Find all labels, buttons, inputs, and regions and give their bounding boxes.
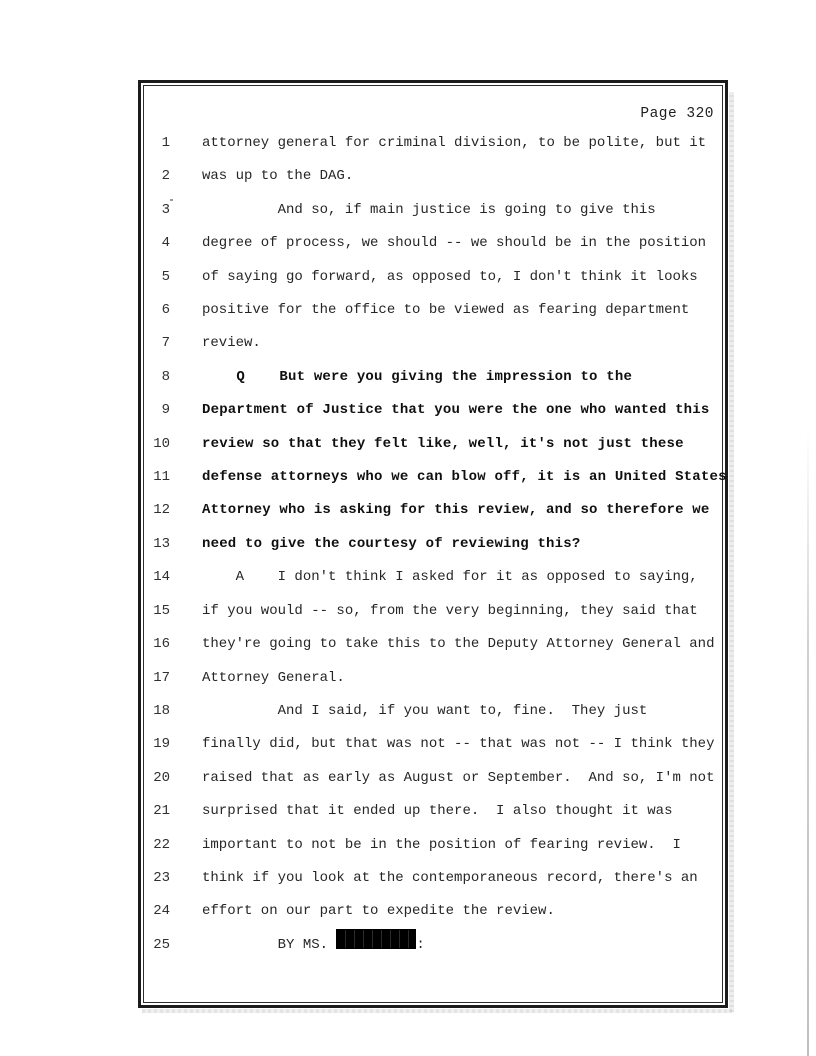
line-text: raised that as early as August or September. And so, I'm not <box>202 769 715 786</box>
scan-speck <box>170 199 173 201</box>
transcript-lines <box>146 127 727 962</box>
line-text: was up to the DAG. <box>202 168 354 185</box>
transcript-line <box>146 762 724 795</box>
line-text: defense attorneys who we can blow off, it is an United States <box>202 469 727 486</box>
line-number: 22 <box>153 836 170 853</box>
line-number: 11 <box>153 469 170 486</box>
transcript-line <box>146 795 724 828</box>
line-text: of saying go forward, as opposed to, I don't think it looks <box>202 268 698 285</box>
line-text: degree of process, we should -- we should be in the position <box>202 235 707 252</box>
line-text: And I said, if you want to, fine. They just <box>202 702 648 719</box>
line-text: A I don't think I asked for it as opposed to saying, <box>202 569 698 586</box>
transcript-line <box>146 461 727 494</box>
line-text: need to give the courtesy of reviewing this? <box>202 535 581 552</box>
line-number: 5 <box>161 268 170 285</box>
transcript-line <box>146 528 724 561</box>
line-number: 6 <box>161 302 170 319</box>
transcript-line <box>146 428 724 461</box>
line-number: 24 <box>153 903 170 920</box>
transcript-line <box>146 895 724 928</box>
transcript-line <box>146 294 724 327</box>
transcript-line <box>146 628 724 661</box>
transcript-line <box>146 829 724 862</box>
line-number: 2 <box>161 168 170 185</box>
line-text-suffix: : <box>416 936 425 953</box>
transcript-line <box>146 327 724 360</box>
transcript-line <box>146 662 724 695</box>
line-number: 14 <box>153 569 170 586</box>
line-number: 17 <box>153 669 170 686</box>
transcript-line <box>146 127 724 160</box>
scan-page-edge-artifact <box>807 430 809 1056</box>
line-text: review so that they felt like, well, it's not just these <box>202 435 684 452</box>
transcript-line <box>146 929 724 962</box>
line-number: 20 <box>153 769 170 786</box>
line-number: 13 <box>153 535 170 552</box>
line-text: important to not be in the position of fearing review. I <box>202 836 681 853</box>
line-text: BY MS. <box>202 936 337 953</box>
scan-shadow-right <box>729 92 734 1012</box>
redaction-box <box>336 929 416 949</box>
line-number: 25 <box>153 936 170 953</box>
line-number: 23 <box>153 869 170 886</box>
transcript-line <box>146 194 724 227</box>
transcript-line <box>146 361 724 394</box>
line-number: 15 <box>153 602 170 619</box>
transcript-line <box>146 394 724 427</box>
line-text: attorney general for criminal division, to be polite, but it <box>202 135 707 151</box>
line-number: 21 <box>153 803 170 820</box>
line-number: 18 <box>153 702 170 719</box>
transcript-line <box>146 695 724 728</box>
transcript-line <box>146 261 724 294</box>
line-number: 1 <box>161 135 170 151</box>
transcript-line <box>146 494 724 527</box>
line-number: 8 <box>161 368 170 385</box>
line-text: Attorney General. <box>202 669 345 686</box>
line-number: 7 <box>161 335 170 352</box>
line-text: Department of Justice that you were the one who wanted this <box>202 402 710 419</box>
line-text: Attorney who is asking for this review, and so therefore we <box>202 502 710 519</box>
line-number: 19 <box>153 736 170 753</box>
line-text: effort on our part to expedite the review. <box>202 903 555 920</box>
line-text: review. <box>202 335 261 352</box>
transcript-line <box>146 862 724 895</box>
line-text: finally did, but that was not -- that was not -- I think they <box>202 736 715 753</box>
transcript-line <box>146 160 724 193</box>
line-number: 3 <box>161 201 170 218</box>
line-number: 12 <box>153 502 170 519</box>
line-text: they're going to take this to the Deputy Attorney General and <box>202 636 715 653</box>
page-number-header: Page 320 <box>640 106 714 122</box>
line-text: positive for the office to be viewed as fearing department <box>202 302 690 319</box>
line-text: surprised that it ended up there. I also thought it was <box>202 803 673 820</box>
line-text: Q But were you giving the impression to the <box>202 368 633 385</box>
line-number: 10 <box>153 435 170 452</box>
line-number: 4 <box>161 235 170 252</box>
transcript-line <box>146 728 724 761</box>
line-number: 9 <box>161 402 170 419</box>
line-number: 16 <box>153 636 170 653</box>
line-text: think if you look at the contemporaneous record, there's an <box>202 869 698 886</box>
scan-shadow-bottom <box>142 1009 732 1013</box>
transcript-line <box>146 227 724 260</box>
line-text: if you would -- so, from the very beginning, they said that <box>202 602 698 619</box>
line-text: And so, if main justice is going to give this <box>202 201 656 218</box>
transcript-line <box>146 561 724 594</box>
transcript-line <box>146 595 724 628</box>
